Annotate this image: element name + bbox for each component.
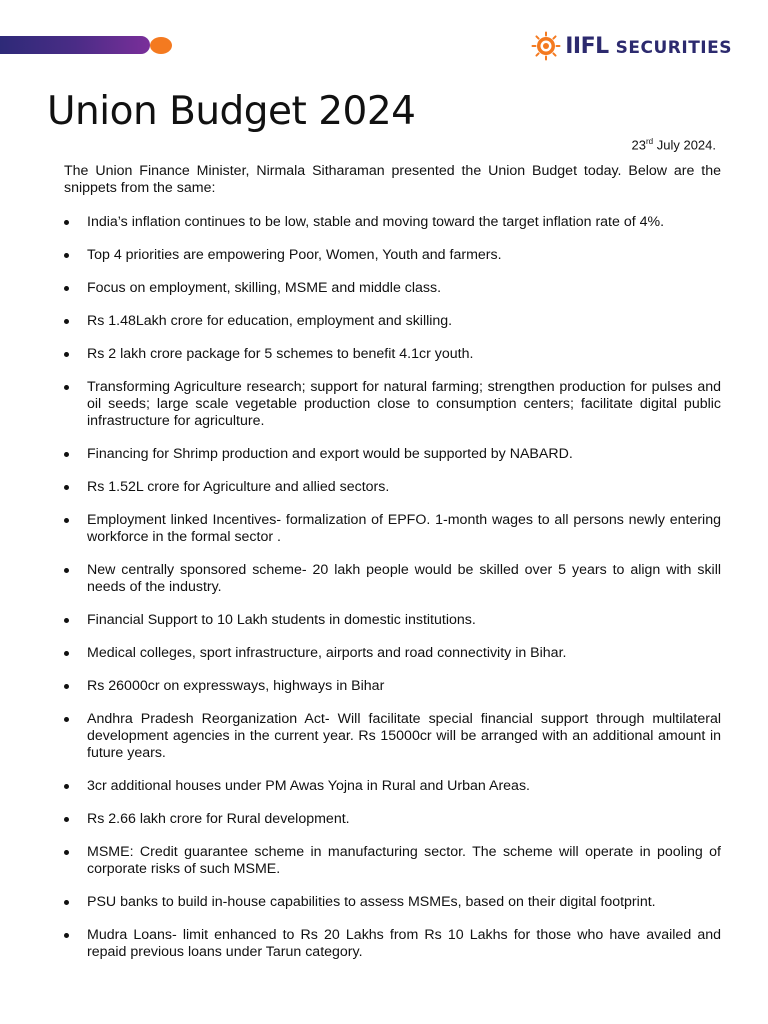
list-item-text: New centrally sponsored scheme- 20 lakh people would be skilled over 5 years to align with skill needs of the industry. (87, 562, 721, 595)
date-day: 23 (631, 137, 646, 153)
list-item (64, 645, 721, 662)
bullet-dot-icon (64, 286, 69, 291)
logo-sub-text: SECURITIES (615, 37, 732, 58)
bullet-dot-icon (64, 784, 69, 789)
list-item-text: 3cr additional houses under PM Awas Yojna in Rural and Urban Areas. (87, 778, 530, 794)
sun-seal-icon (531, 31, 561, 61)
page-title: Union Budget 2024 (47, 89, 416, 134)
bullet-dot-icon (64, 684, 69, 689)
list-item-text: Financial Support to 10 Lakh students in domestic institutions. (87, 612, 476, 628)
list-item (64, 711, 721, 762)
document-date (632, 137, 716, 152)
list-item-text: PSU banks to build in-house capabilities to assess MSMEs, based on their digital footprint. (87, 894, 656, 910)
list-item-text: MSME: Credit guarantee scheme in manufacturing sector. The scheme will operate in pooling of corporate risks of such MSME. (87, 844, 721, 877)
header-accent-dot (150, 37, 172, 54)
list-item (64, 313, 721, 330)
list-item-text: Rs 26000cr on expressways, highways in Bihar (87, 678, 385, 694)
list-item (64, 446, 721, 463)
list-item (64, 479, 721, 496)
date-suffix: rd (646, 137, 654, 146)
list-item-text: Mudra Loans- limit enhanced to Rs 20 Lakhs from Rs 10 Lakhs for those who have availed and repaid previous loans under Tarun category. (87, 927, 721, 960)
list-item (64, 612, 721, 629)
list-item-text: Medical colleges, sport infrastructure, airports and road connectivity in Bihar. (87, 645, 567, 661)
list-item-text: Rs 1.52L crore for Agriculture and allied sectors. (87, 479, 390, 495)
list-item (64, 247, 721, 264)
bullet-dot-icon (64, 618, 69, 623)
list-item (64, 811, 721, 828)
bullet-dot-icon (64, 850, 69, 855)
list-item-text: Financing for Shrimp production and export would be supported by NABARD. (87, 446, 573, 462)
list-item-text: Rs 2 lakh crore package for 5 schemes to benefit 4.1cr youth. (87, 346, 474, 362)
list-item-text: Top 4 priorities are empowering Poor, Women, Youth and farmers. (87, 247, 502, 263)
bullet-dot-icon (64, 817, 69, 822)
date-rest: July 2024. (653, 137, 716, 153)
list-item (64, 280, 721, 297)
list-item (64, 379, 721, 430)
list-item (64, 678, 721, 695)
list-item (64, 346, 721, 363)
list-item (64, 844, 721, 878)
list-item-text: Rs 1.48Lakh crore for education, employment and skilling. (87, 313, 453, 329)
list-item-text: Rs 2.66 lakh crore for Rural development. (87, 811, 350, 827)
list-item (64, 927, 721, 961)
bullet-dot-icon (64, 518, 69, 523)
logo-brand-text: IIFL (565, 33, 609, 59)
bullet-dot-icon (64, 651, 69, 656)
bullet-dot-icon (64, 717, 69, 722)
bullet-dot-icon (64, 253, 69, 258)
list-item (64, 894, 721, 911)
list-item (64, 512, 721, 546)
list-item-text: Andhra Pradesh Reorganization Act- Will facilitate special financial support through multilateral development agencies in the current year. Rs 15000cr will be arranged with an additional amount in future years. (87, 711, 721, 761)
intro-paragraph: The Union Finance Minister, Nirmala Sitharaman presented the Union Budget today. Below are the snippets from the same: (64, 163, 721, 196)
bullet-dot-icon (64, 319, 69, 324)
bullet-dot-icon (64, 485, 69, 490)
bullet-dot-icon (64, 452, 69, 457)
bullet-dot-icon (64, 352, 69, 357)
bullet-dot-icon (64, 568, 69, 573)
list-item-text: Transforming Agriculture research; support for natural farming; strengthen production for pulses and oil seeds; large scale vegetable production close to consumption centers; facilitate digital public infrastructure for agriculture. (87, 379, 721, 429)
bullet-dot-icon (64, 385, 69, 390)
budget-highlights-list (64, 214, 721, 961)
list-item-text: India’s inflation continues to be low, stable and moving toward the target inflation rate of 4%. (87, 214, 665, 230)
list-item (64, 778, 721, 795)
list-item-text: Employment linked Incentives- formalization of EPFO. 1-month wages to all persons newly entering workforce in the formal sector . (87, 512, 721, 545)
document-body (64, 163, 721, 977)
bullet-dot-icon (64, 220, 69, 225)
header-accent-bar (0, 36, 150, 54)
bullet-dot-icon (64, 900, 69, 905)
bullet-dot-icon (64, 933, 69, 938)
list-item (64, 562, 721, 596)
iifl-securities-logo (531, 30, 732, 62)
list-item (64, 214, 721, 231)
list-item-text: Focus on employment, skilling, MSME and middle class. (87, 280, 442, 296)
